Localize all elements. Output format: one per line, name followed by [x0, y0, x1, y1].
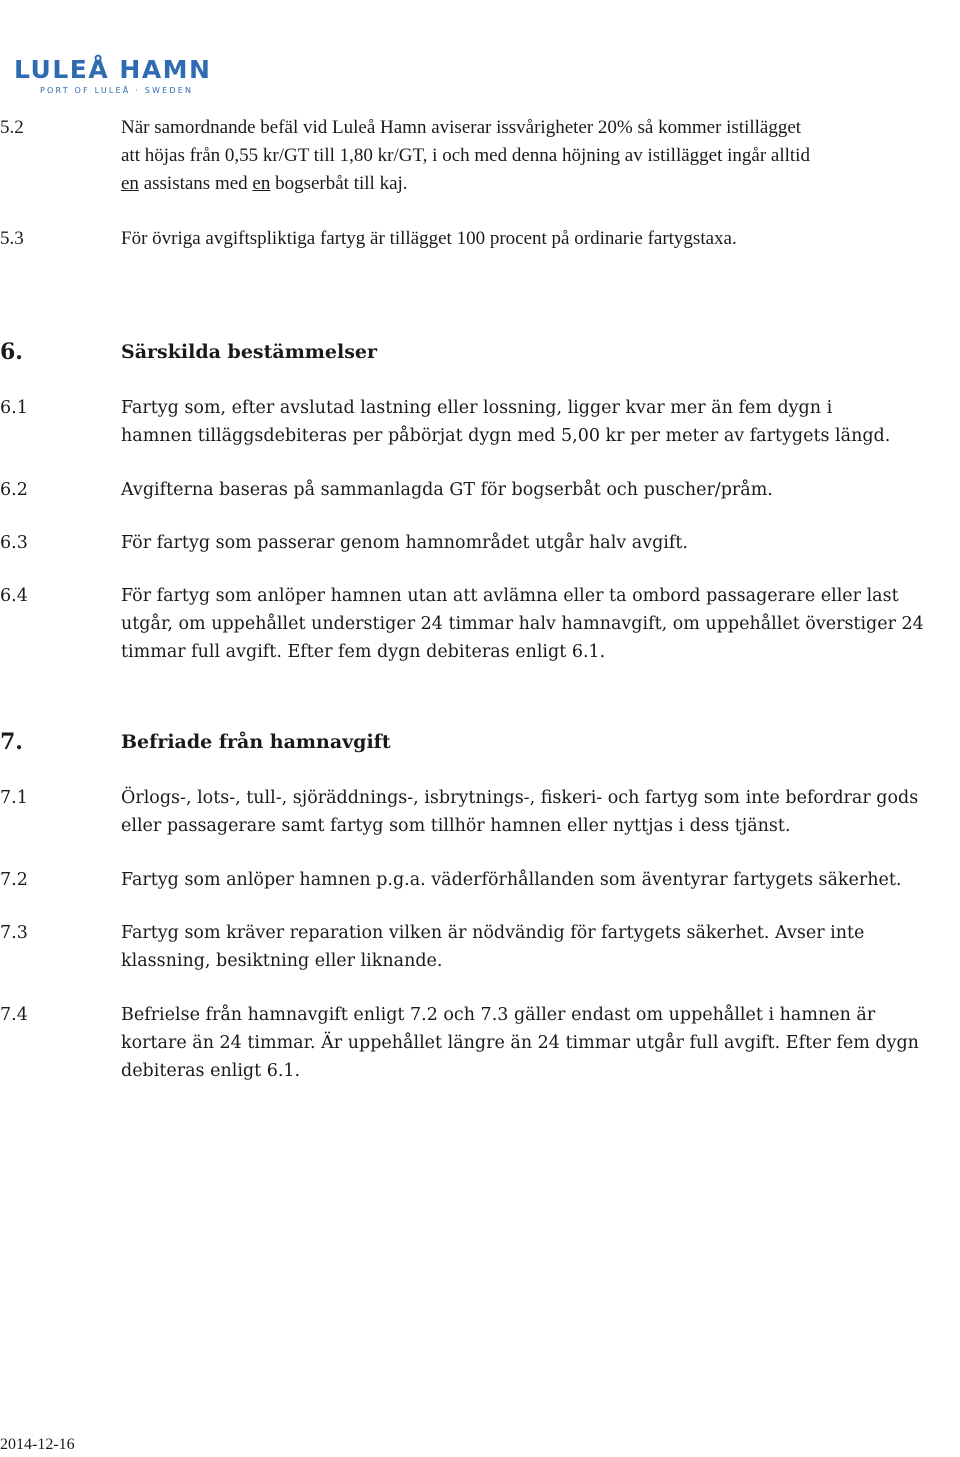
section-number: 6.2 — [0, 480, 28, 500]
heading-title: Befriade från hamnavgift — [121, 731, 391, 753]
footer-date: 2014-12-16 — [0, 1436, 75, 1453]
section-text-line: timmar full avgift. Efter fem dygn debiteras enligt 6.1. — [121, 642, 606, 662]
underlined-word: en — [252, 173, 271, 194]
luleå-hamn-logo — [14, 56, 211, 95]
section-number: 5.2 — [0, 117, 24, 138]
section-number: 7.3 — [0, 923, 28, 943]
heading-title: Särskilda bestämmelser — [121, 341, 378, 363]
section-text-line: Befrielse från hamnavgift enligt 7.2 och 7.3 gäller endast om uppehållet i hamnen är — [121, 1005, 876, 1025]
logo-wordmark: LULEÅ HAMN — [14, 55, 212, 84]
underlined-word: en — [121, 173, 139, 194]
section-text-line: kortare än 24 timmar. Är uppehållet längre än 24 timmar utgår full avgift. Efter fem dygn — [121, 1033, 919, 1053]
section-number: 6.4 — [0, 586, 28, 606]
section-text: För övriga avgiftspliktiga fartyg är tillägget 100 procent på ordinarie fartygstaxa. — [121, 228, 737, 249]
heading-number: 6. — [0, 339, 23, 365]
section-text-line: hamnen tilläggsdebiteras per påbörjat dygn med 5,00 kr per meter av fartygets längd. — [121, 426, 891, 446]
section-text-line: Fartyg som kräver reparation vilken är nödvändig för fartygets säkerhet. Avser inte — [121, 923, 865, 943]
section-text: Fartyg som anlöper hamnen p.g.a. väderförhållanden som äventyrar fartygets säkerhet. — [121, 870, 902, 890]
section-text: För fartyg som passerar genom hamnområdet utgår halv avgift. — [121, 533, 688, 553]
section-text-line: eller passagerare samt fartyg som tillhör hamnen eller nyttjas i dess tjänst. — [121, 816, 791, 836]
section-number: 6.1 — [0, 398, 28, 418]
section-text-line: När samordnande befäl vid Luleå Hamn aviserar issvårigheter 20% så kommer istillägget — [121, 117, 802, 138]
section-text-line: Örlogs-, lots-, tull-, sjöräddnings-, isbrytnings-, fiskeri- och fartyg som inte befordrar gods — [121, 788, 919, 808]
section-text-line: debiteras enligt 6.1. — [121, 1061, 301, 1081]
section-text-line: en assistans med en bogserbåt till kaj. — [121, 173, 408, 194]
logo-tagline: PORT OF LULEÅ · SWEDEN — [40, 86, 194, 95]
section-text-line: klassning, besiktning eller liknande. — [121, 951, 443, 971]
section-number: 7.1 — [0, 788, 28, 808]
section-text-line: utgår, om uppehållet understiger 24 timmar halv hamnavgift, om uppehållet överstiger 24 — [121, 614, 924, 634]
section-text: Avgifterna baseras på sammanlagda GT för bogserbåt och puscher/pråm. — [121, 480, 773, 500]
section-number: 7.2 — [0, 870, 28, 890]
section-number: 5.3 — [0, 228, 24, 249]
section-text-line: Fartyg som, efter avslutad lastning eller lossning, ligger kvar mer än fem dygn i — [121, 398, 833, 418]
section-number: 7.4 — [0, 1005, 28, 1025]
section-text-line: För fartyg som anlöper hamnen utan att avlämna eller ta ombord passagerare eller last — [121, 586, 899, 606]
section-number: 6.3 — [0, 533, 28, 553]
section-text-line: att höjas från 0,55 kr/GT till 1,80 kr/GT, i och med denna höjning av istillägget ingår alltid — [121, 145, 810, 166]
heading-number: 7. — [0, 729, 23, 755]
